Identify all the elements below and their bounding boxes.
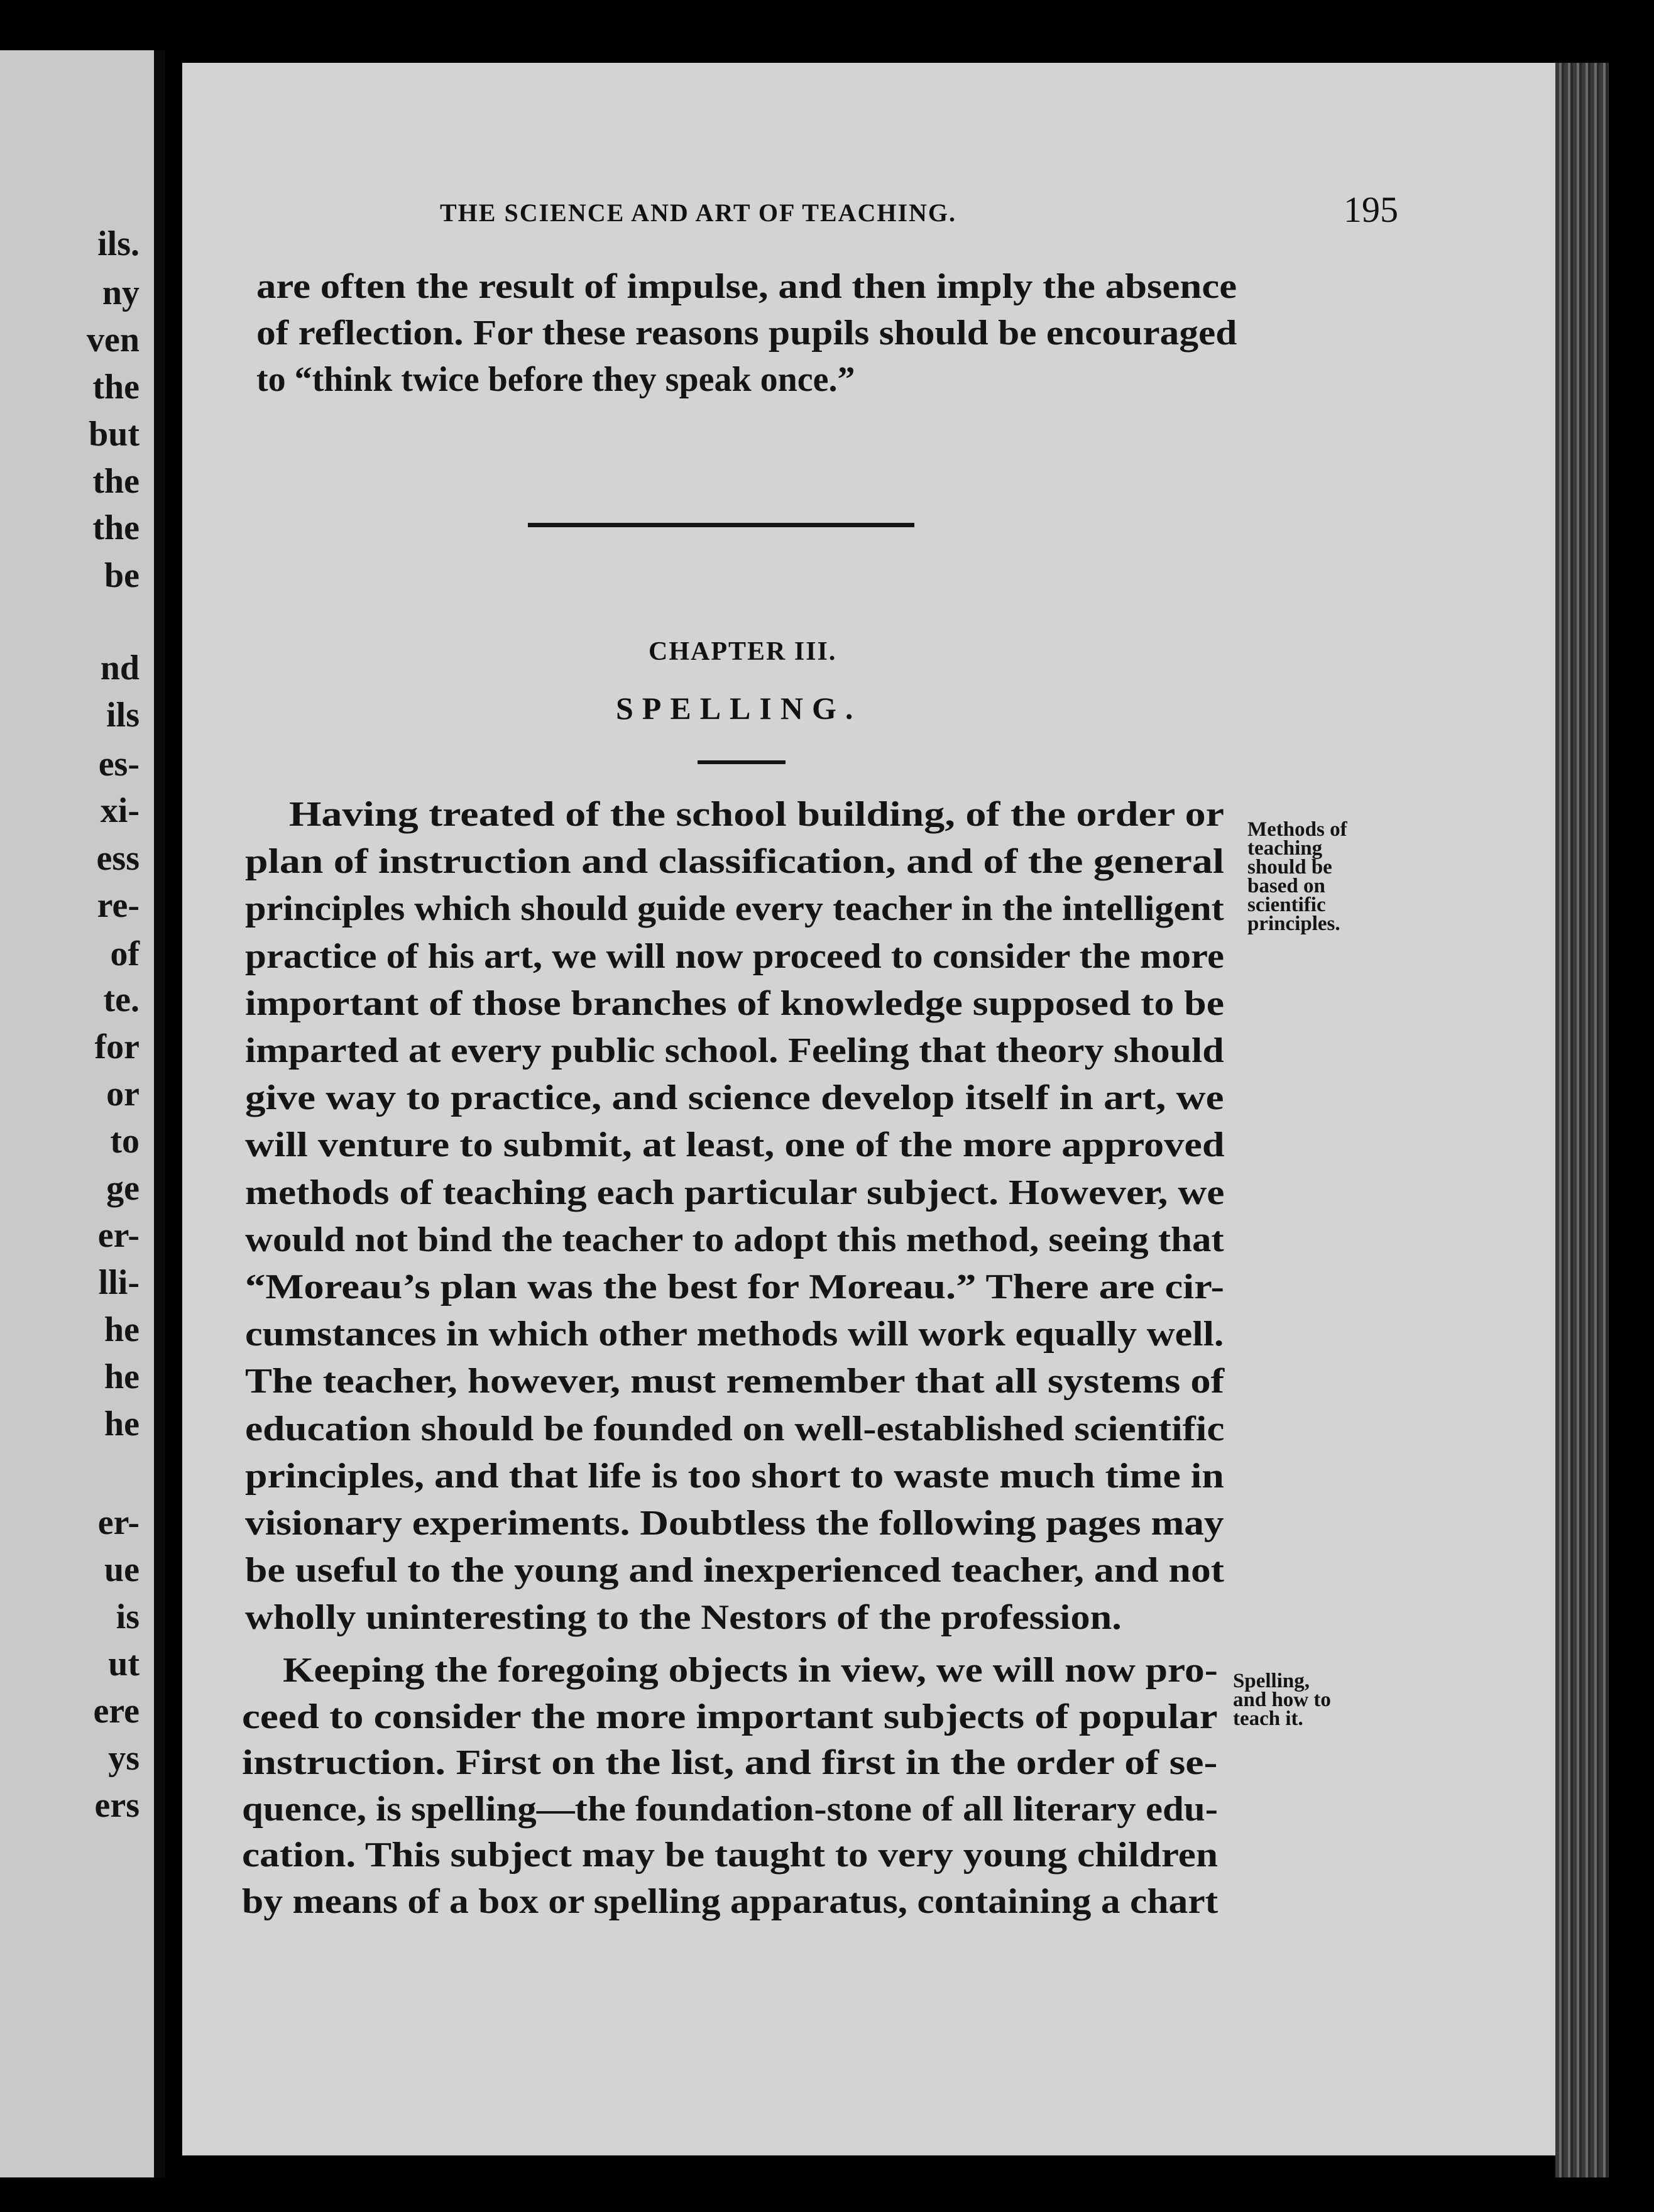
left-facing-page — [0, 50, 165, 2177]
text-line: education should be founded on well-established scientific — [245, 1409, 1225, 1448]
left-page-word: he — [104, 1310, 140, 1349]
text-line: be useful to the young and inexperienced teacher, and not — [245, 1551, 1225, 1591]
left-page-word: of — [110, 934, 140, 973]
text-line: of reflection. For these reasons pupils should be encouraged — [256, 314, 1237, 353]
left-page-word: er- — [97, 1503, 140, 1542]
text-line: Having treated of the school building, of the order or — [289, 795, 1225, 834]
left-page-word: er- — [97, 1216, 140, 1255]
left-page-word: es- — [98, 745, 140, 784]
left-page-word: but — [89, 415, 140, 454]
left-page-word: ny — [102, 273, 140, 312]
text-line: plan of instruction and classification, and of the general — [245, 842, 1224, 882]
left-page-word: is — [116, 1597, 140, 1636]
text-line: to “think twice before they speak once.” — [256, 360, 855, 399]
left-page-word: ess — [96, 839, 140, 878]
left-page-word: ven — [87, 320, 140, 359]
page-edges — [1555, 63, 1609, 2181]
text-line: ceed to consider the more important subjects of popular — [242, 1697, 1218, 1736]
text-line: cation. This subject may be taught to very young children — [242, 1836, 1219, 1875]
text-line: by means of a box or spelling apparatus, containing a chart — [242, 1881, 1219, 1921]
chapter-title: SPELLING. — [616, 691, 862, 726]
text-line: are often the result of impulse, and then imply the absence — [256, 267, 1237, 306]
left-page-word: ils — [106, 696, 140, 735]
title-underline — [698, 760, 786, 764]
text-line: instruction. First on the list, and first in the order of se- — [242, 1743, 1218, 1782]
text-line: Keeping the foregoing objects in view, we will now pro- — [283, 1651, 1218, 1690]
running-title: THE SCIENCE AND ART OF TEACHING. — [440, 199, 957, 227]
text-line: give way to practice, and science develop itself in art, we — [245, 1078, 1224, 1118]
left-page-word: ut — [108, 1645, 140, 1684]
margin-note-spelling — [1233, 1672, 1331, 1728]
text-line: important of those branches of knowledge supposed to be — [245, 983, 1224, 1023]
margin-note-line: should be — [1247, 856, 1332, 879]
text-line: would not bind the teacher to adopt this method, seeing that — [245, 1220, 1224, 1259]
book-gutter — [154, 50, 165, 2177]
text-line: will venture to submit, at least, one of the more approved — [245, 1125, 1225, 1165]
section-divider — [528, 523, 914, 527]
margin-note-line: and how to — [1233, 1689, 1331, 1711]
left-page-word: or — [106, 1075, 140, 1114]
left-page-word: be — [104, 556, 140, 595]
margin-note-line: teaching — [1247, 837, 1323, 860]
left-page-word: te. — [103, 980, 140, 1019]
left-page-word: he — [104, 1357, 140, 1396]
text-line: “Moreau’s plan was the best for Moreau.” There are cir- — [245, 1268, 1225, 1306]
margin-note-line: Spelling, — [1233, 1670, 1310, 1692]
text-line: principles, and that life is too short to waste much time in — [245, 1456, 1224, 1496]
left-page-word: nd — [100, 649, 140, 687]
left-page-word: for — [94, 1027, 140, 1066]
text-line: wholly uninteresting to the Nestors of the profession. — [245, 1598, 1122, 1638]
margin-note-methods — [1247, 820, 1347, 933]
left-page-word: the — [92, 368, 140, 407]
left-page-word: re- — [97, 886, 140, 925]
left-page-word: the — [92, 508, 140, 547]
left-page-word: ers — [94, 1786, 140, 1825]
text-line: methods of teaching each particular subject. However, we — [245, 1173, 1225, 1212]
left-page-word: ys — [108, 1739, 140, 1778]
text-line: practice of his art, we will now proceed to consider the more — [245, 936, 1224, 976]
left-page-word: to — [110, 1122, 140, 1161]
text-line: cumstances in which other methods will work equally well. — [245, 1315, 1224, 1354]
left-page-word: the — [92, 462, 140, 501]
margin-note-line: teach it. — [1233, 1707, 1303, 1730]
text-line: visionary experiments. Doubtless the following pages may — [245, 1504, 1224, 1543]
margin-note-line: principles. — [1247, 912, 1340, 935]
left-page-word: lli- — [98, 1263, 140, 1302]
text-line: quence, is spelling—the foundation-stone of all literary edu- — [242, 1789, 1219, 1829]
margin-note-line: Methods of — [1247, 818, 1347, 841]
left-page-word: ue — [104, 1550, 140, 1589]
scan-border — [0, 2177, 1654, 2212]
left-page-word: xi- — [100, 791, 140, 830]
left-page-word: ere — [93, 1692, 140, 1731]
chapter-label: CHAPTER III. — [649, 637, 837, 666]
left-page-word: he — [104, 1404, 140, 1443]
page-number: 195 — [1344, 189, 1398, 230]
text-line: The teacher, however, must remember that all systems of — [245, 1362, 1225, 1401]
left-page-word: ils. — [97, 224, 140, 263]
margin-note-line: based on — [1247, 875, 1325, 897]
left-page-word: ge — [106, 1169, 140, 1208]
text-line: principles which should guide every teacher in the intelligent — [245, 889, 1224, 929]
text-line: imparted at every public school. Feeling that theory should — [245, 1031, 1224, 1070]
margin-note-line: scientific — [1247, 894, 1326, 916]
